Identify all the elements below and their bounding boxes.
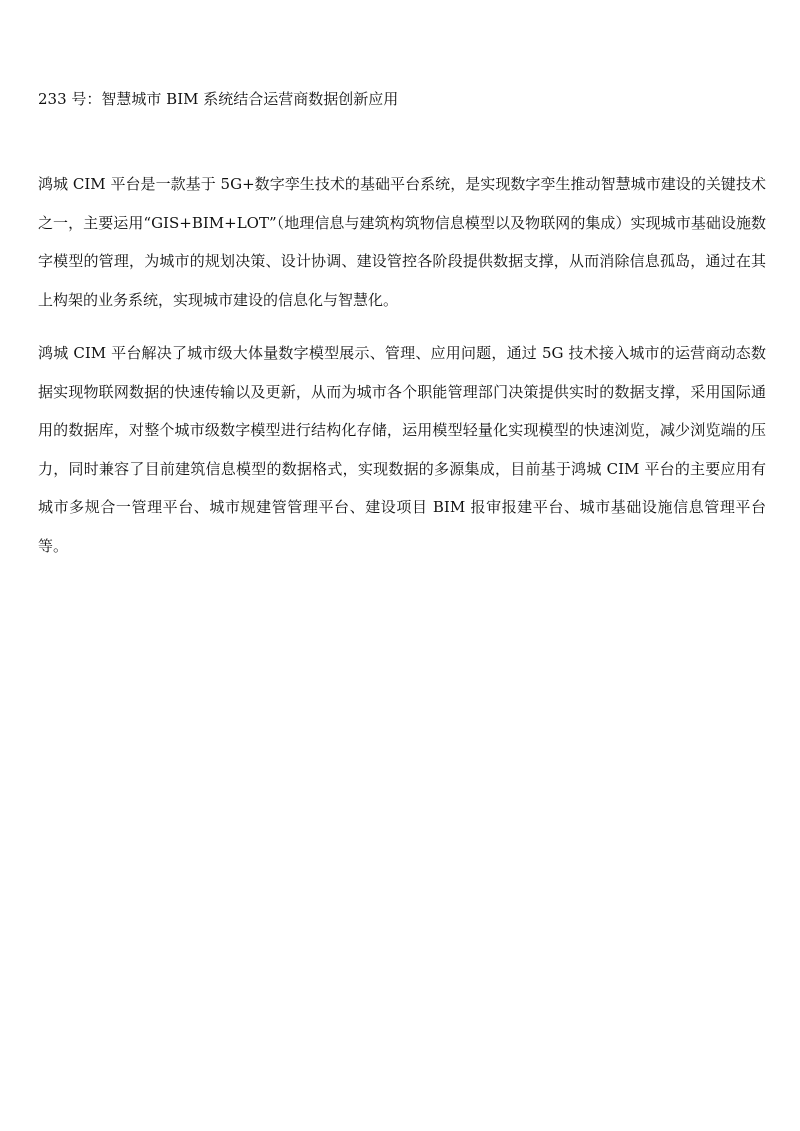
paragraph-2: 鸿城 CIM 平台解决了城市级大体量数字模型展示、管理、应用问题，通过 5G 技术接入城市的运营商动态数据实现物联网数据的快速传输以及更新，从而为城市各个职能管理部门决策提供实时的数据支撑，采用国际通用的数据库，对整个城市级数字模型进行结构化存储，运用模型轻量化实现模型的快速浏览，减少浏览端的压力，同时兼容了目前建筑信息模型的数据格式，实现数据的多源集成，目前基于鸿城 CIM 平台的主要应用有城市多规合一管理平台、城市规建管管理平台、建设项目 BIM 报审报建平台、城市基础设施信息管理平台等。	[38, 344, 766, 555]
document-title: 233 号：智慧城市 BIM 系统结合运营商数据创新应用	[38, 90, 399, 108]
paragraph-1: 鸿城 CIM 平台是一款基于 5G+数字孪生技术的基础平台系统，是实现数字孪生推动智慧城市建设的关键技术之一，主要运用“GIS+BIM+LOT”（地理信息与建筑构筑物信息模型以及物联网的集成）实现城市基础设施数字模型的管理，为城市的规划决策、设计协调、建设管控各阶段提供数据支撑，从而消除信息孤岛，通过在其上构架的业务系统，实现城市建设的信息化与智慧化。	[38, 175, 766, 309]
